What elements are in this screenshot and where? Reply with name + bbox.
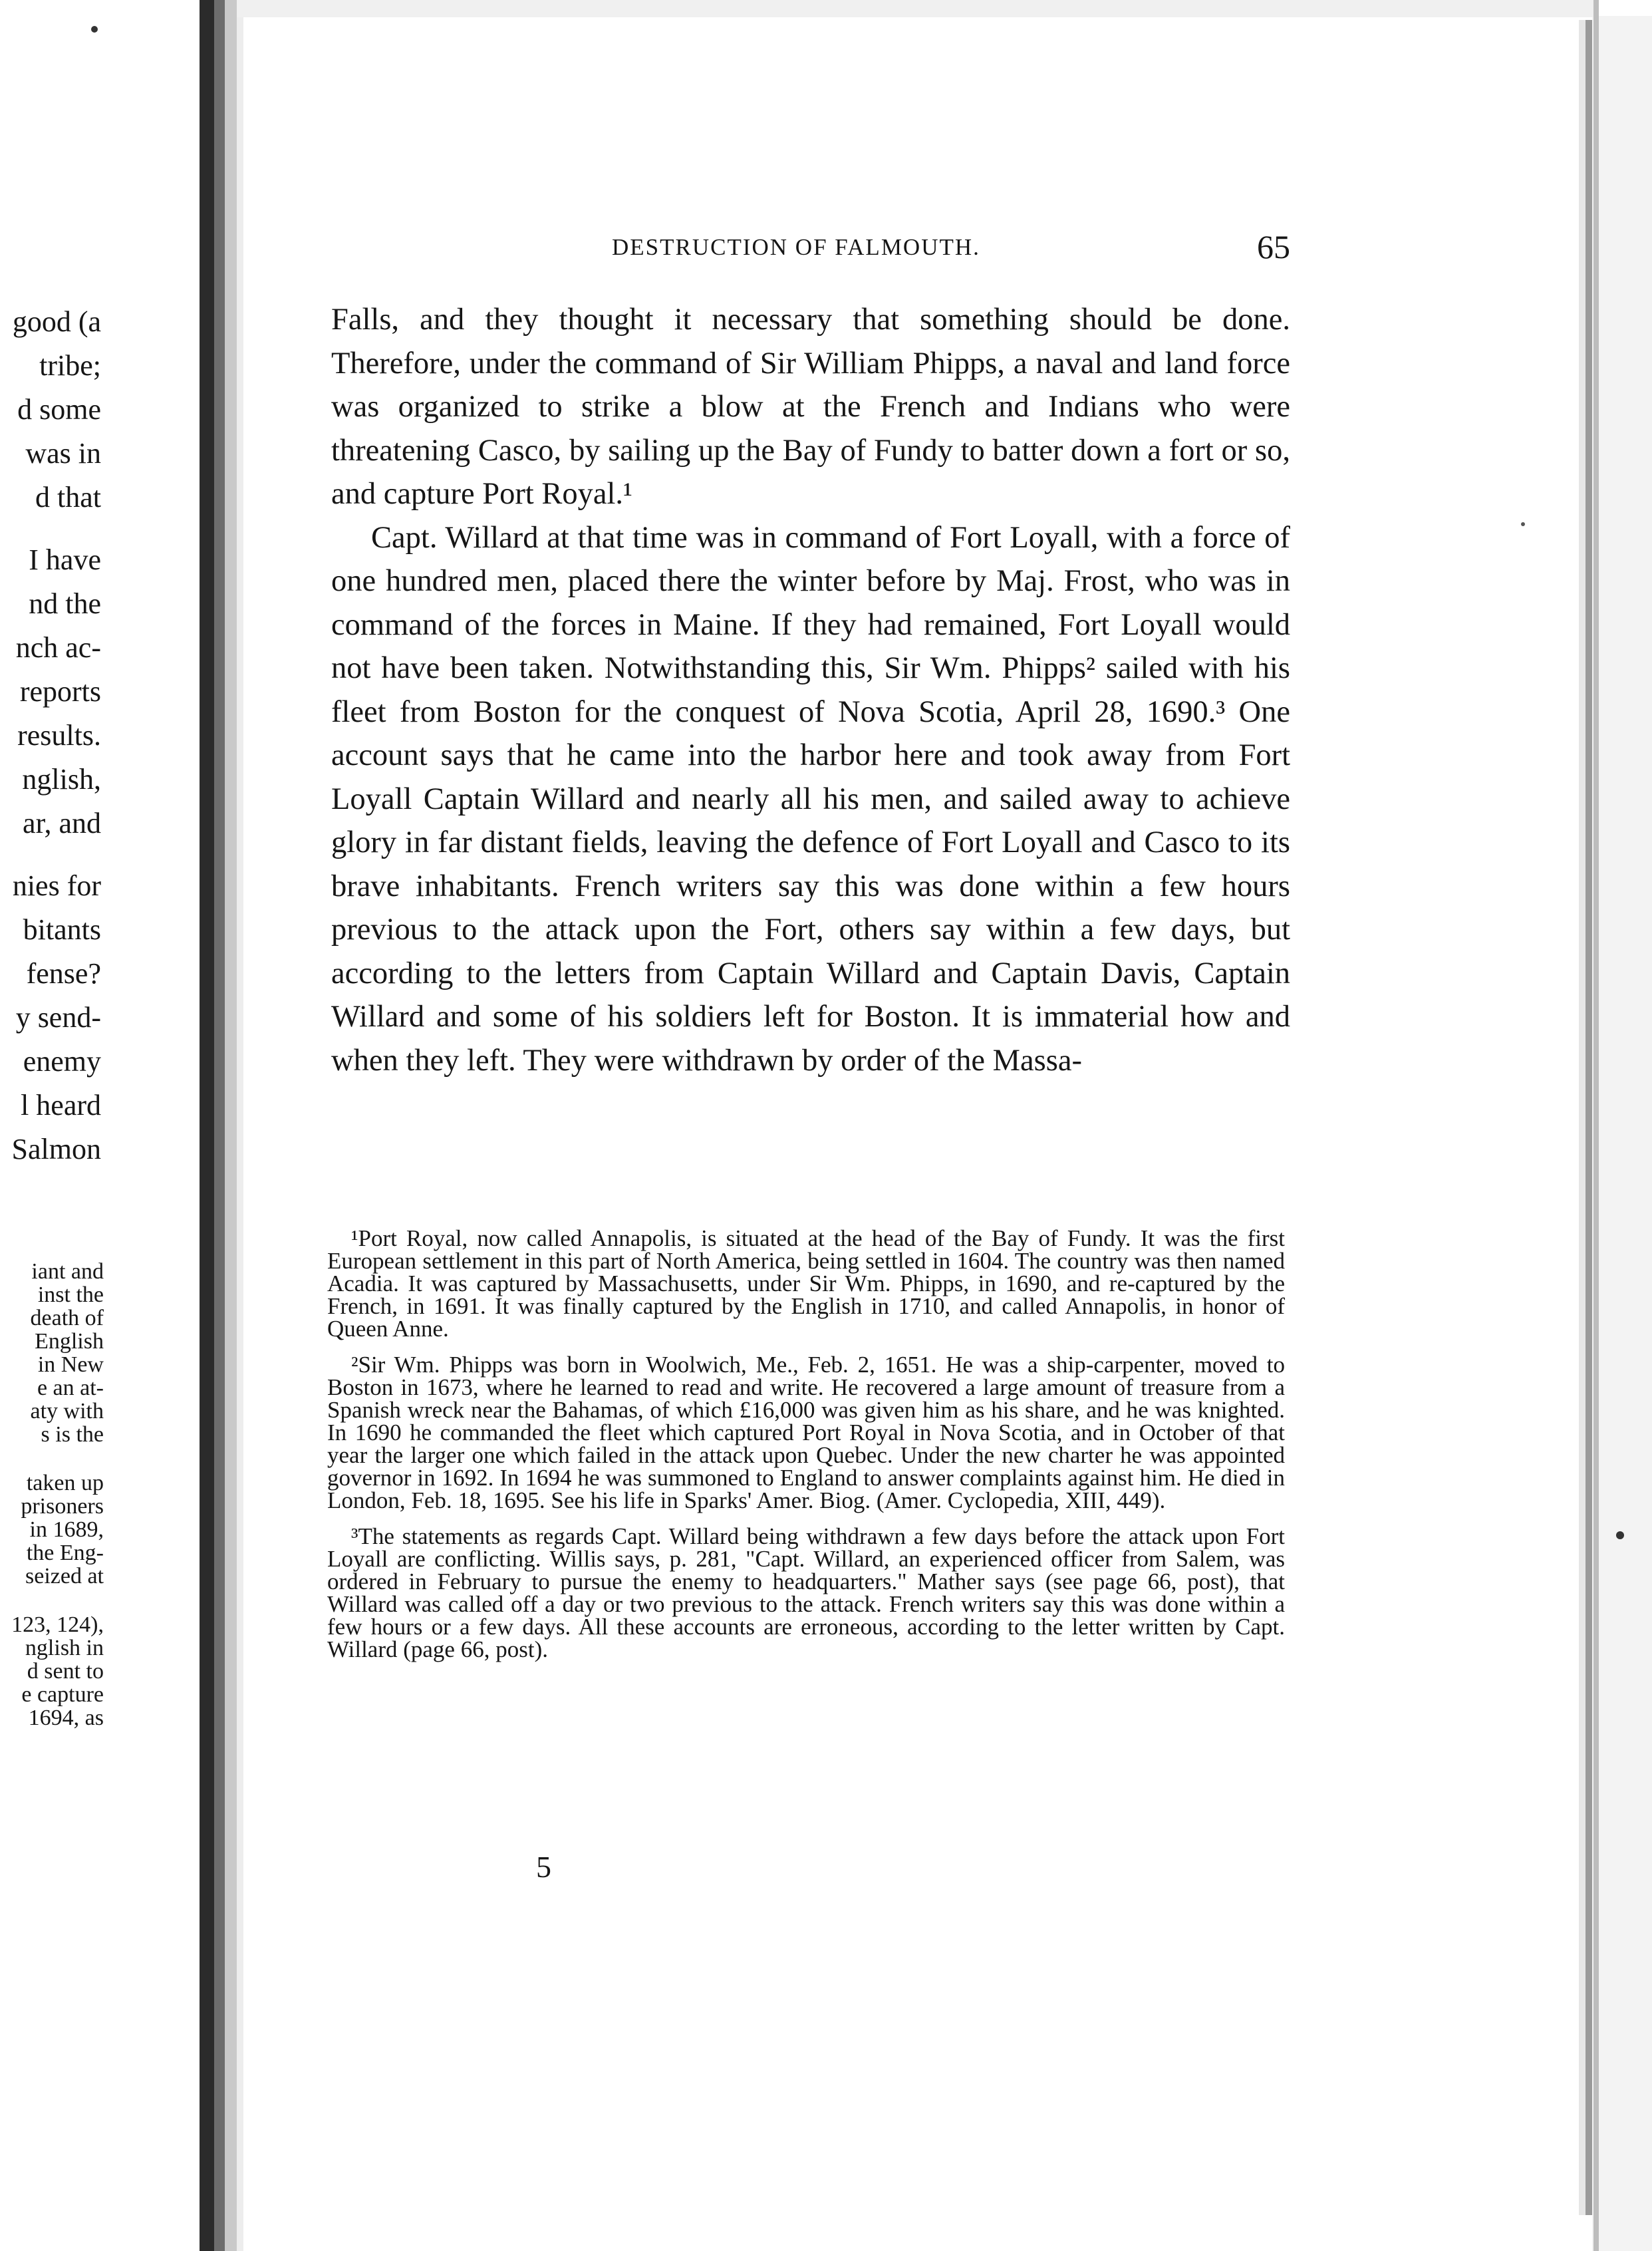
- left-page-footnote-line: s is the: [41, 1422, 104, 1447]
- left-page-line: ar, and: [23, 807, 101, 839]
- left-page-line: nies for: [12, 869, 101, 902]
- left-page-footnote-line: in 1689,: [29, 1517, 104, 1542]
- left-page-footnote-line: iant and: [31, 1259, 104, 1284]
- left-page-line: l heard: [21, 1089, 101, 1122]
- left-page-footnote-line: in New: [37, 1352, 104, 1377]
- left-page-footnote-line: death of: [30, 1306, 104, 1330]
- left-page-line: y send-: [15, 1001, 101, 1034]
- gutter-shadow: [200, 0, 214, 2251]
- footnote-3: ³The statements as regards Capt. Willard being withdrawn a few days before the attack upon Fort Loyall are conflicting. Willis says, p. 281, "Capt. Willard, an experienced officer from Salem, was ordered in February to pursue the enemy to headquarters." Mather says (see page 66, post), that Willard was called off a day or two previous to the attack. French writers say this was done within a few hours or a few days. All these accounts are erroneous, according to the letter written by Capt. Willard (page 66, post).: [327, 1523, 1285, 1662]
- left-page-line: good (a: [12, 305, 101, 338]
- page-edge-right: [1579, 20, 1585, 2215]
- left-page-line: fense?: [26, 957, 101, 990]
- left-page-footnote-line: d sent to: [27, 1659, 104, 1684]
- left-page-footnote-line: taken up: [26, 1471, 104, 1495]
- left-page-footnote-line: prisoners: [21, 1494, 104, 1519]
- left-page-line: enemy: [23, 1045, 101, 1078]
- left-page-line: d that: [35, 481, 101, 514]
- signature-mark: 5: [536, 1850, 551, 1884]
- left-page-line: tribe;: [39, 349, 101, 382]
- left-page-footnote-line: the Eng-: [26, 1541, 104, 1565]
- left-page-footnote-line: inst the: [37, 1282, 104, 1307]
- left-page-footnote-line: seized at: [25, 1564, 104, 1588]
- left-page-line: reports: [19, 675, 101, 708]
- left-page-line: I have: [29, 543, 101, 576]
- left-page-footnote-line: nglish in: [25, 1636, 104, 1660]
- paragraph-1: Falls, and they thought it necessary that something should be done. Therefore, under the command of Sir William Phipps, a naval and land force was organized to strike a blow at the French and Indians who were threatening Casco, by sailing up the Bay of Fundy to batter down a fort or so, and capture Port Royal.¹: [331, 303, 1290, 511]
- running-title: DESTRUCTION OF FALMOUTH.: [612, 234, 980, 260]
- footnote-1: ¹Port Royal, now called Annapolis, is situated at the head of the Bay of Fundy. It was the first European settlement in this part of North America, being settled in 1604. The country was then named Acadia. It was captured by Massachusetts, under Sir Wm. Phipps, in 1690, and re-captured by the French, in 1691. It was finally captured by the English in 1710, and called Annapolis, in honor of Queen Anne.: [327, 1225, 1285, 1342]
- left-page-footnote-line: e capture: [21, 1682, 104, 1707]
- page-number: 65: [1257, 228, 1290, 265]
- footnotes: [327, 1227, 1285, 1674]
- left-page-line: d some: [17, 393, 101, 426]
- left-page-line: results.: [17, 719, 101, 752]
- page-header: [612, 228, 1290, 271]
- footnote-2: ²Sir Wm. Phipps was born in Woolwich, Me., Feb. 2, 1651. He was a ship-carpenter, moved to Boston in 1673, where he learned to read and write. He recovered a large amount of treasure from a Spanish wreck near the Bahamas, of which £16,000 was given him as his share, and he was knighted. In 1690 he commanded the fleet which captured Port Royal in Nova Scotia, and in October of that year the larger one which failed in the attack upon Quebec. Under the new charter he was appointed governor in 1692. In 1694 he was summoned to England to answer complaints against him. He died in London, Feb. 18, 1695. See his life in Sparks' Amer. Biog. (Amer. Cyclopedia, XIII, 449).: [327, 1352, 1285, 1513]
- left-page-line: bitants: [23, 913, 101, 946]
- left-page-line: nch ac-: [15, 631, 101, 664]
- left-page-footnote-line: 123, 124),: [11, 1612, 104, 1637]
- left-facing-page: [0, 0, 200, 2251]
- body-text: [331, 298, 1290, 1082]
- paragraph-2: Capt. Willard at that time was in command of Fort Loyall, with a force of one hundred men, placed there the winter before by Maj. Frost, who was in command of the forces in Maine. If they had remained, Fort Loyall would not have been taken. Notwithstanding this, Sir Wm. Phipps² sailed with his fleet from Boston for the conquest of Nova Scotia, April 28, 1690.³ One account says that he came into the harbor here and took away from Fort Loyall Captain Willard and nearly all his men, and sailed away to achieve glory in far distant fields, leaving the defence of Fort Loyall and Casco to its brave inhabitants. French writers say this was done within a few hours previous to the attack upon the Fort, others say within a few days, but according to the letters from Captain Willard and Captain Davis, Captain Willard and some of his soldiers left for Boston. It is immaterial how and when they left. They were withdrawn by order of the Massa-: [331, 520, 1290, 1078]
- left-page-footnote-line: English: [35, 1329, 104, 1354]
- left-page-line: was in: [25, 437, 101, 470]
- left-page-line: nglish,: [22, 763, 101, 796]
- left-page-footnote-line: 1694, as: [28, 1706, 104, 1730]
- left-page-line: Salmon: [11, 1133, 101, 1165]
- left-page-footnote-line: aty with: [30, 1399, 104, 1424]
- left-page-line: nd the: [29, 587, 101, 620]
- left-page-footnote-line: e an at-: [37, 1376, 104, 1400]
